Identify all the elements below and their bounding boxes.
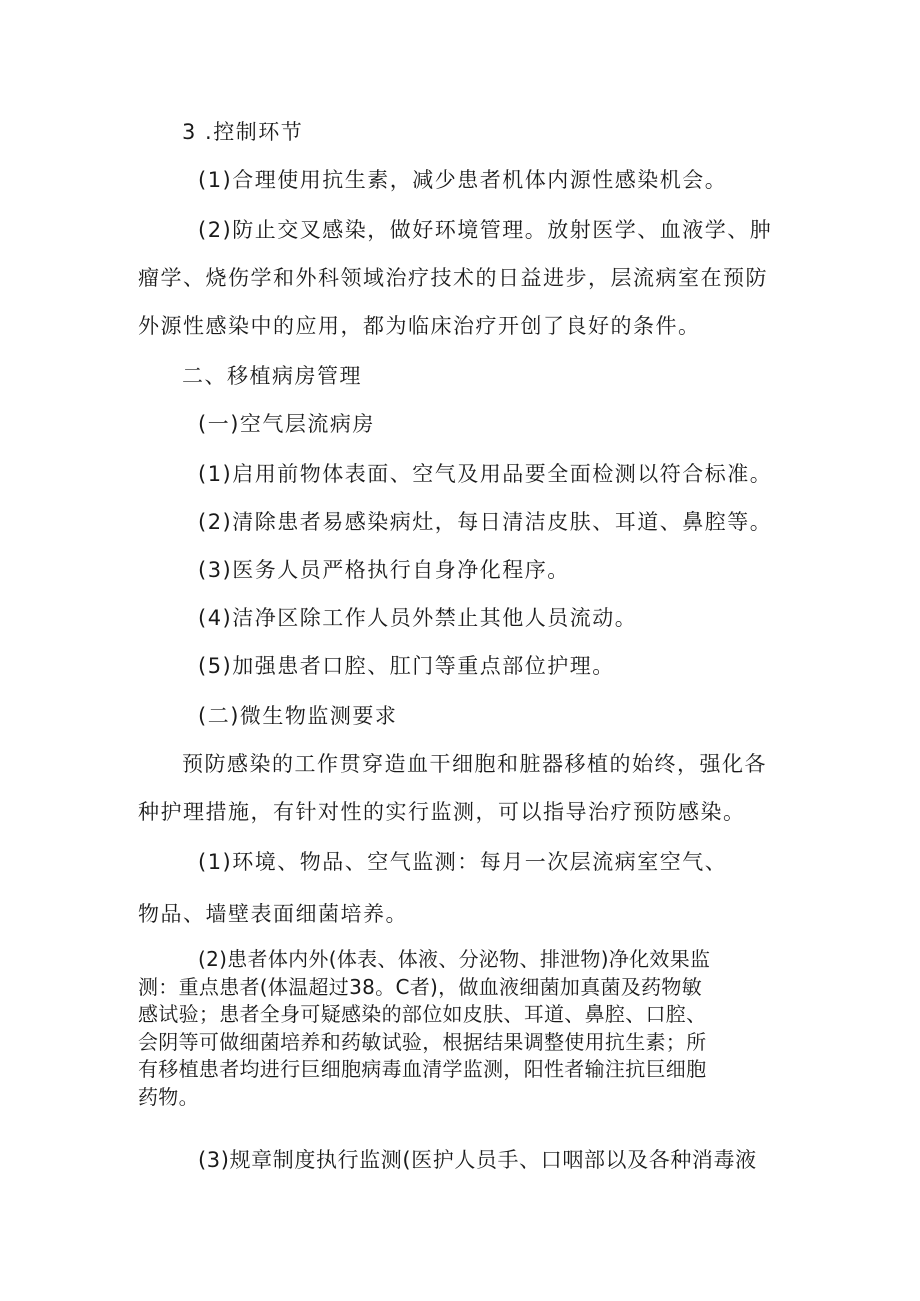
paragraph-intro-line2: 种护理措施，有针对性的实行监测，可以指导治疗预防感染。 bbox=[138, 800, 746, 824]
patient-monitoring-line: 感试验；患者全身可疑感染的部位如皮肤、耳道、鼻腔、口腔、 bbox=[138, 1002, 707, 1026]
patient-monitoring-line: 会阴等可做细菌培养和药敏试验，根据结果调整使用抗生素；所 bbox=[138, 1029, 707, 1054]
patient-monitoring-line: 药物。 bbox=[138, 1084, 199, 1109]
section-heading-transplant-ward: 二、移植病房管理 bbox=[182, 364, 362, 388]
paragraph-cross-infection-line2: 瘤学、烧伤学和外科领域治疗技术的日益进步，层流病室在预防 bbox=[138, 266, 768, 290]
patient-monitoring-line: 有移植患者均进行巨细胞病毒血清学监测，阳性者输注抗巨细胞 bbox=[138, 1057, 707, 1081]
paragraph-cross-infection-line1: (2)防止交叉感染，做好环境管理。放射医学、血液学、肿 bbox=[198, 218, 773, 242]
list-item-4: (4)洁净区除工作人员外禁止其他人员流动。 bbox=[198, 606, 638, 630]
list-item-1: (1)启用前物体表面、空气及用品要全面检测以符合标准。 bbox=[198, 462, 773, 486]
subheading-microbial-monitoring: (二)微生物监测要求 bbox=[198, 704, 398, 728]
subheading-laminar-ward: (一)空气层流病房 bbox=[198, 412, 375, 436]
paragraph-env-monitoring-line2: 物品、墙壁表面细菌培养。 bbox=[138, 902, 408, 926]
paragraph-rules-monitoring-line1: (3)规章制度执行监测(医护人员手、口咽部以及各种消毒液 bbox=[198, 1148, 757, 1172]
paragraph-intro-line1: 预防感染的工作贯穿造血干细胞和脏器移植的始终，强化各 bbox=[182, 752, 767, 776]
heading-control-step: 3 .控制环节 bbox=[182, 120, 304, 144]
paragraph-cross-infection-line3: 外源性感染中的应用，都为临床治疗开创了良好的条件。 bbox=[138, 314, 701, 338]
list-item-3: (3)医务人员严格执行自身净化程序。 bbox=[198, 558, 570, 582]
patient-monitoring-line: (2)患者体内外(体表、体液、分泌物、排泄物)净化效果监 bbox=[198, 947, 711, 971]
list-item-2: (2)清除患者易感染病灶，每日清洁皮肤、耳道、鼻腔等。 bbox=[198, 510, 773, 534]
list-item-5: (5)加强患者口腔、肛门等重点部位护理。 bbox=[198, 654, 615, 678]
paragraph-antibiotics: (1)合理使用抗生素，减少患者机体内源性感染机会。 bbox=[198, 168, 728, 192]
paragraph-patient-monitoring bbox=[138, 946, 788, 1111]
patient-monitoring-line: 测：重点患者(体温超过38。C者)，做血液细菌加真菌及药物敏 bbox=[138, 974, 703, 999]
paragraph-env-monitoring-line1: (1)环境、物品、空气监测：每月一次层流病室空气、 bbox=[198, 850, 728, 874]
